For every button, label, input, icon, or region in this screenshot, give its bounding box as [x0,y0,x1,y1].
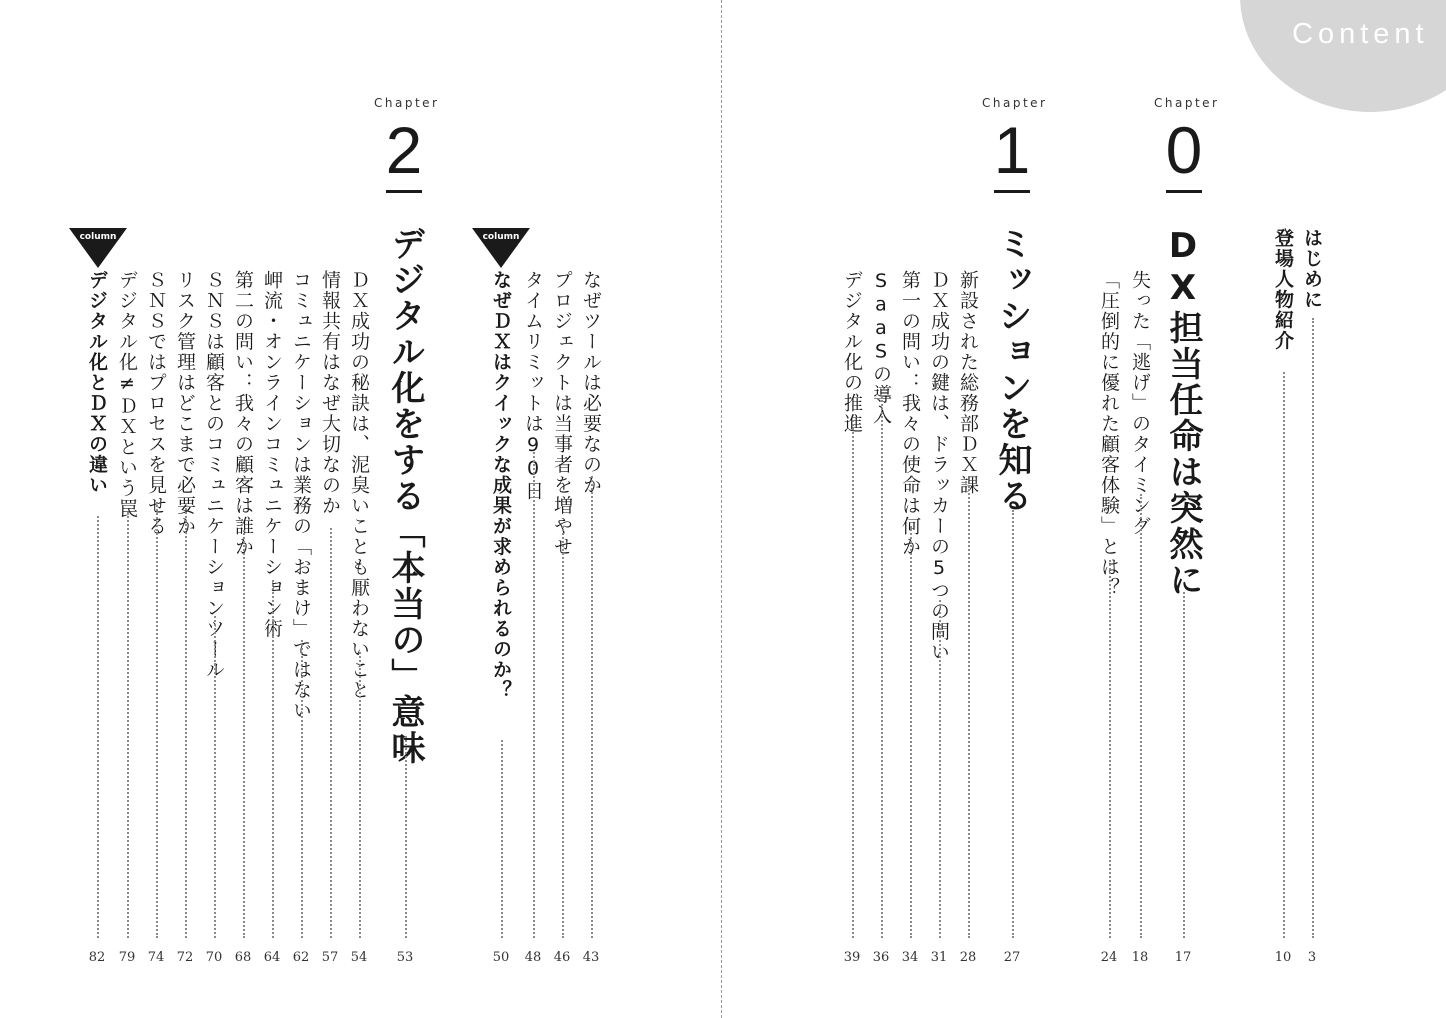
toc-entry-title: はじめに [1301,228,1323,310]
column-badge-label: column [79,232,117,242]
toc-entry-title: リスク管理はどこまで必要か [174,270,196,537]
chapter-number: 1 [993,113,1031,187]
toc-entry-ch2-s2[interactable] [315,0,345,1018]
toc-entry-title: コミュニケーションは業務の「おまけ」ではない [290,270,312,721]
dot-leader [591,476,593,938]
toc-entry-title: ＳＮＳではプロセスを見せる [145,270,167,537]
toc-entry-title: 情報共有はなぜ大切なのか [319,270,341,516]
toc-entry-title: 第二の問い：我々の顧客は誰か [232,270,254,557]
dot-leader [301,640,303,938]
toc-entry-page: 68 [234,950,252,965]
toc-entry-page: 70 [205,950,223,965]
toc-entry-page: 48 [524,950,542,965]
toc-entry-page: 27 [1003,950,1021,965]
chapter-title: ミッションを知る [992,226,1032,514]
chapter-number: 0 [1165,113,1203,187]
toc-entry-page: 36 [872,950,890,965]
dot-leader [185,508,187,938]
toc-entry-page: 46 [553,950,571,965]
dot-leader [562,526,564,938]
toc-entry-title: プロジェクトは当事者を増やせ [551,270,573,557]
toc-entry-ch1-s2[interactable] [924,0,954,1018]
chapter-title: デジタル化をする「本当の」意味 [385,226,425,766]
toc-entry-page: 17 [1174,950,1192,965]
dot-leader [214,616,216,938]
toc-entry-title: ＤＸ成功の秘訣は、泥臭いことも厭わないこと [348,270,370,701]
toc-entry-ch2-s9[interactable] [112,0,142,1018]
toc-entry-title: 失った「逃げ」のタイミング [1129,270,1151,537]
toc-entry-page: 79 [118,950,136,965]
toc-entry-page: 62 [292,950,310,965]
toc-entry-title: デジタル化≠ＤＸという罠 [116,270,138,519]
dot-leader [127,512,129,938]
toc-entry-ch1-s5[interactable] [837,0,867,1018]
toc-column1-title[interactable] [486,0,516,1018]
chapter-number: 2 [385,113,423,187]
toc-entry-ch0-s2[interactable] [1094,0,1124,1018]
dot-leader [881,396,883,938]
dot-leader [330,528,332,938]
toc-entry-col1-i2[interactable] [547,0,577,1018]
toc-entry-page: 10 [1274,950,1292,965]
toc-entry-ch2-s4[interactable] [257,0,287,1018]
dot-leader [1012,510,1014,938]
toc-column2-title[interactable] [82,0,112,1018]
chapter-title: DX担当任命は突然に [1163,226,1203,598]
dot-leader [1140,494,1142,938]
toc-entry-page: 24 [1100,950,1118,965]
toc-entry-title: なぜツールは必要なのか [580,270,602,496]
toc-entry-page: 74 [147,950,165,965]
toc-entry-col1-i3[interactable] [518,0,548,1018]
toc-chapter1-title[interactable] [992,0,1032,1018]
toc-entry-title: 新設された総務部ＤＸ課 [957,270,979,496]
toc-entry-ch2-s5[interactable] [228,0,258,1018]
column-badge-label: column [482,232,520,242]
dot-leader [1183,592,1185,938]
chapter-word: Chapter [1154,96,1220,110]
toc-entry-page: 39 [843,950,861,965]
toc-chapter0-title[interactable] [1163,0,1203,1018]
toc-entry-ch1-s4[interactable] [866,0,896,1018]
toc-entry-page: 53 [396,950,414,965]
dot-leader [359,652,361,938]
toc-entry-title: 第一の問い：我々の使命は何か [899,270,921,557]
dot-leader [910,526,912,938]
toc-entry-page: 72 [176,950,194,965]
toc-entry-page: 28 [959,950,977,965]
dot-leader [939,600,941,938]
toc-entry-ch1-s1[interactable] [953,0,983,1018]
section-label: Content [1292,18,1429,50]
dot-leader [852,420,854,938]
toc-entry-title: SaaSの導入 [870,270,892,426]
toc-entry-ch0-s1[interactable] [1125,0,1155,1018]
toc-entry-title: ＤＸ成功の鍵は、ドラッカーの5つの問い [928,270,950,663]
toc-entry-page: 57 [321,950,339,965]
dot-leader [968,486,970,938]
dot-leader [243,530,245,938]
toc-entry-page: 3 [1307,950,1317,965]
chapter-word: Chapter [982,96,1048,110]
column-title: デジタル化とＤＸの違い [86,270,108,496]
toc-entry-page: 54 [350,950,368,965]
toc-entry-ch2-s6[interactable] [199,0,229,1018]
toc-chapter2-title[interactable] [385,0,425,1018]
dot-leader [1312,318,1314,938]
toc-entry-title: デジタル化の推進 [841,270,863,434]
dot-leader [1283,372,1285,938]
dot-leader [501,740,503,938]
toc-entry-page: 34 [901,950,919,965]
toc-entry-page: 31 [930,950,948,965]
toc-entry-ch2-s3[interactable] [286,0,316,1018]
toc-entry-title: ＳＮＳは顧客とのコミュニケーションツール [203,270,225,680]
toc-entry-ch1-s3[interactable] [895,0,925,1018]
chapter-word: Chapter [374,96,440,110]
dot-leader [272,580,274,938]
toc-entry-hajimeni[interactable] [1297,0,1327,1018]
dot-leader [156,502,158,938]
page-gutter-divider [721,0,722,1018]
dot-leader [405,736,407,938]
toc-entry-ch2-s1[interactable] [344,0,374,1018]
toc-entry-page: 18 [1131,950,1149,965]
toc-entry-page: 50 [492,950,510,965]
toc-entry-characters[interactable] [1268,0,1298,1018]
toc-entry-title: 登場人物紹介 [1272,228,1294,351]
toc-entry-title: 「圧倒的に優れた顧客体験」とは？ [1098,270,1120,598]
toc-entry-ch2-s7[interactable] [170,0,200,1018]
toc-entry-page: 43 [582,950,600,965]
dot-leader [533,452,535,938]
dot-leader [97,516,99,938]
toc-entry-title: タイムリミットは90日 [522,270,544,502]
column-title: なぜＤＸはクイックな成果が求められるのか？ [490,270,512,701]
toc-entry-col1-i1[interactable] [576,0,606,1018]
toc-entry-page: 64 [263,950,281,965]
toc-entry-page: 82 [88,950,106,965]
dot-leader [1109,560,1111,938]
toc-entry-ch2-s8[interactable] [141,0,171,1018]
toc-entry-title: 岬流・オンラインコミュニケーション術 [261,270,283,639]
